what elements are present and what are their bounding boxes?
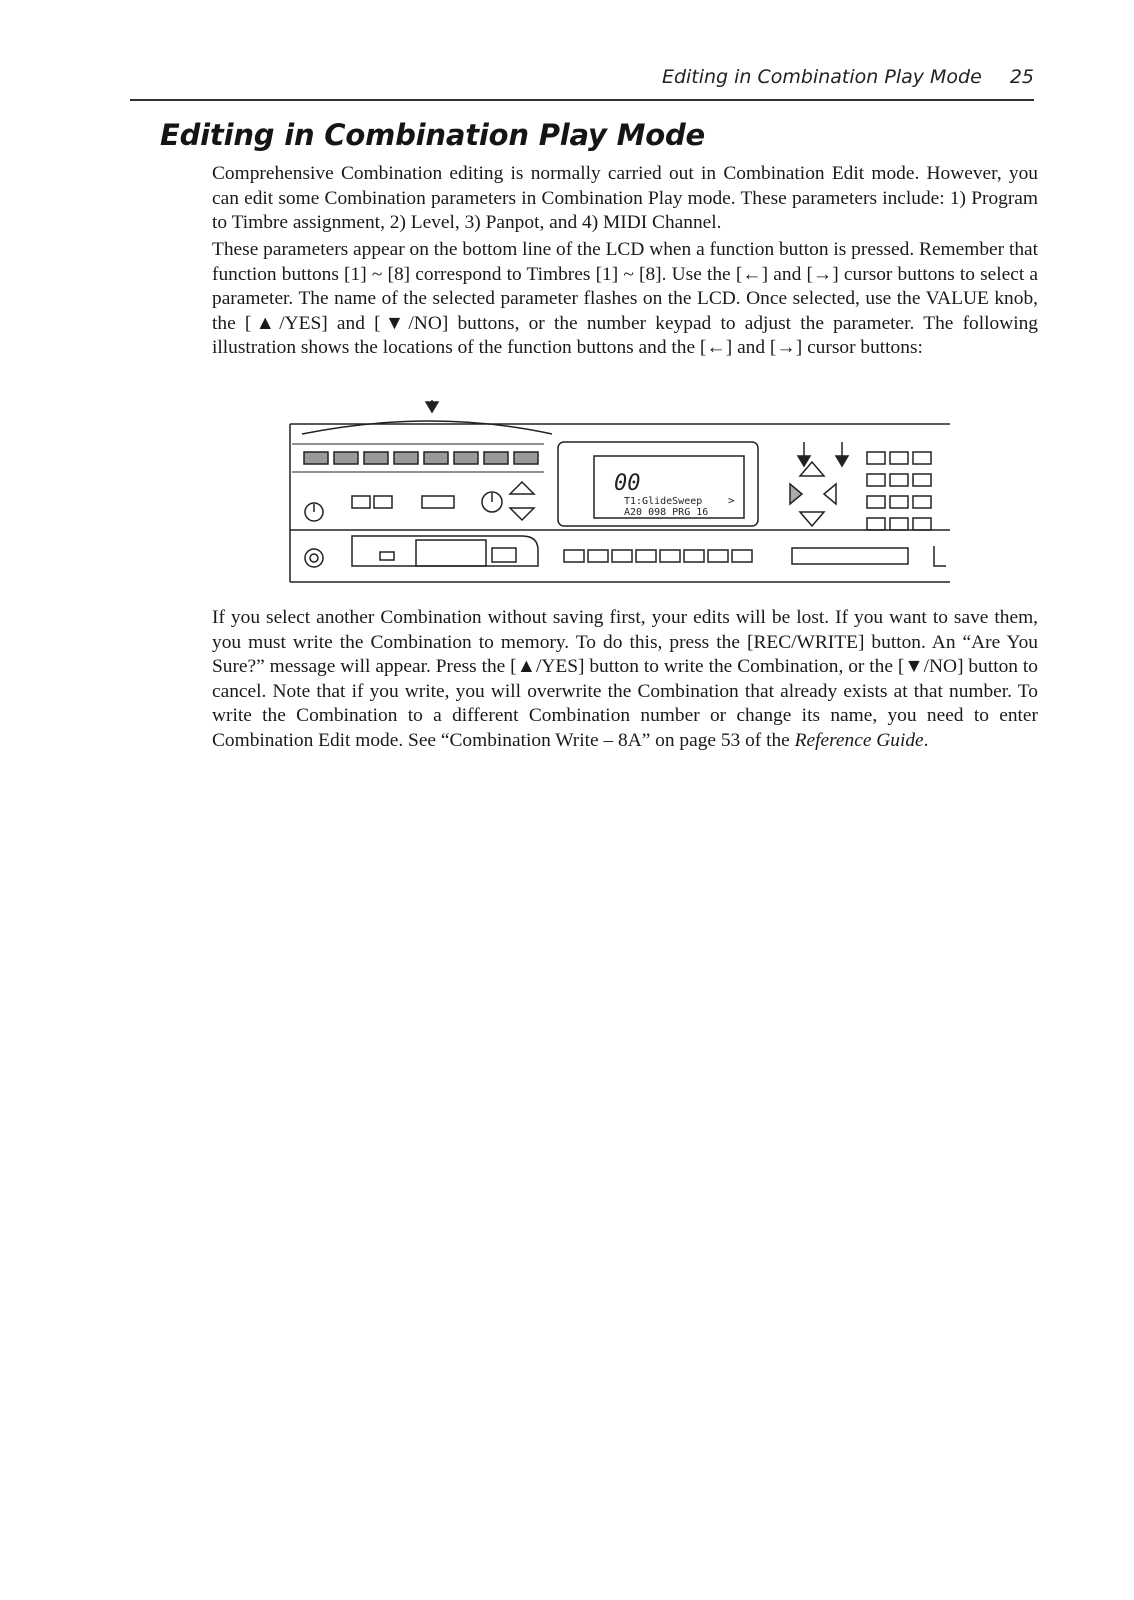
paragraph-parameters: These parameters appear on the bottom line of the LCD when a function button is pressed. Remember that function buttons [1] ~ [8] correspond to Timbres [1] ~ [8]. Use the [←] and [→] cursor buttons to select a parameter. The name of the selected parameter flashes on the LCD. Once selected, use the VALUE knob, the [▲/YES] and [▼/NO] buttons, or the number keypad to adjust the parameter. The following illustration shows the locations of the function buttons and the [←] and [→] cursor buttons: — [212, 239, 1039, 358]
lcd-number: 00 — [614, 471, 641, 496]
running-title: Editing in Combination Play Mode — [661, 66, 982, 88]
front-panel-illustration — [282, 400, 982, 600]
running-header — [662, 66, 1034, 88]
section-title: Editing in Combination Play Mode — [160, 118, 705, 152]
header-rule — [130, 99, 1034, 101]
paragraph-intro: Comprehensive Combination editing is normally carried out in Combination Edit mode. However, you can edit some Combination parameters in Combination Play mode. These parameters include: 1) Program to Timbre assignment, 2) Level, 3) Panpot, and 4) MIDI Channel. — [212, 163, 1038, 233]
lcd-arrow: > — [728, 494, 735, 507]
lcd-line1: T1:GlideSweep — [624, 496, 703, 507]
lcd-line2: A20 098 PRG 16 — [624, 507, 709, 518]
paragraph-write: If you select another Combination without saving first, your edits will be lost. If you want to save them, you must write the Combination to memory. To do this, press the [REC/WRITE] button. An “Are You Sure?” message will appear. Press the [▲/YES] button to write the Combination, or the [▼/NO] button to cancel. Note that if you write, you will overwrite the Combination that already exists at that number. To write the Combination to a different Combination number or change its name, you need to enter Combination Edit mode. See “Combination Write – 8A” on page 53 of the Reference Guide. — [212, 607, 1038, 751]
page-number: 25 — [1009, 66, 1034, 88]
reference-guide-title: Reference Guide — [794, 729, 924, 751]
